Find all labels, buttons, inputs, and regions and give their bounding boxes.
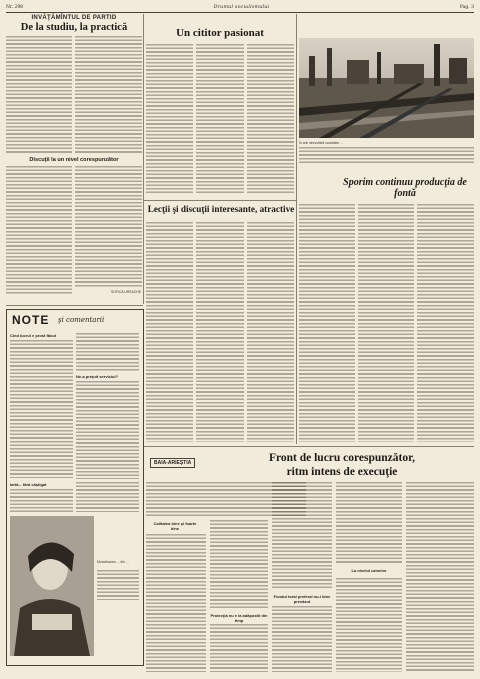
article-text <box>196 44 244 194</box>
article-text <box>336 578 402 672</box>
notes-title-tail: şi comentarii <box>58 316 105 324</box>
note-text <box>10 489 73 513</box>
article-text <box>6 166 72 294</box>
page-number: Pag. 3 <box>459 5 474 10</box>
article-headline-line1: Front de lucru corespunzător, <box>268 452 416 464</box>
note-text <box>76 381 139 479</box>
note-title: Ne-a preţuit serviciul? <box>76 374 119 379</box>
industrial-photo-graphic <box>299 38 474 138</box>
note-text <box>76 333 139 371</box>
section-rule <box>144 446 474 447</box>
section-rule <box>144 200 296 201</box>
industrial-photo <box>299 38 474 138</box>
portrait-caption-text <box>97 570 139 600</box>
note-text <box>10 340 73 478</box>
portrait-photo <box>10 516 94 656</box>
photo-caption-text <box>299 147 474 165</box>
article-headline: Un cititor pasionat <box>176 27 264 39</box>
article-text <box>146 534 206 672</box>
article-text <box>146 222 193 442</box>
notes-title: NOTE <box>12 313 50 327</box>
column-rule <box>296 14 297 444</box>
article-text <box>272 482 332 590</box>
article-headline: Lecţii şi discuţii interesante, atractive <box>147 204 295 214</box>
article-text <box>272 606 332 672</box>
article-subhead: Calitatea bine şi foarte bine <box>153 521 197 531</box>
article-subhead: Fondul toral preferal nu-i bine prevăzut <box>273 594 331 604</box>
article-text <box>247 222 294 442</box>
article-text <box>75 166 142 288</box>
article-text <box>406 482 474 672</box>
article-text <box>417 204 474 442</box>
portrait-graphic <box>10 516 94 656</box>
article-text <box>247 44 294 194</box>
section-kicker: INVĂŢĂMÎNTUL DE PARTID <box>31 15 117 21</box>
page-header <box>6 3 474 13</box>
note-title: Iartă... fără câştigat <box>10 482 47 487</box>
section-rule <box>6 305 143 306</box>
article-text <box>358 204 414 442</box>
article-text <box>210 520 268 610</box>
note-title: Cînd lucrul e prost făcut <box>10 333 57 338</box>
article-text <box>196 222 244 442</box>
photo-caption: În anii dezvoltării socialiste ... <box>299 141 343 145</box>
article-text <box>146 44 193 194</box>
note-text <box>76 482 139 512</box>
article-byline: SOFICA URSACHE <box>111 290 141 294</box>
issue-number: Nr. 298 <box>6 5 24 10</box>
article-headline: De la studiu, la practică <box>20 22 128 33</box>
article-text <box>299 204 355 442</box>
article-text <box>75 36 142 154</box>
article-text <box>336 482 402 564</box>
section-label: BAIA-ARIEŞTIA <box>150 458 195 468</box>
article-text <box>6 36 72 154</box>
article-headline: Sporim continuu producţia de fontă <box>343 177 467 199</box>
article-headline-line2: ritm intens de execuţie <box>286 466 398 478</box>
article-subhead: La nivelul uzinelor <box>351 568 387 573</box>
portrait-caption: Muncitoarea ... din ... <box>97 560 129 564</box>
article-subhead: Protecţia nu e la adăpostit din timp <box>210 613 268 623</box>
newspaper-name: Drumul socialismului <box>213 5 270 10</box>
article-text <box>210 624 268 672</box>
column-rule <box>143 14 144 304</box>
article-subhead: Discuţii la un nivel corespunzător <box>29 157 119 163</box>
